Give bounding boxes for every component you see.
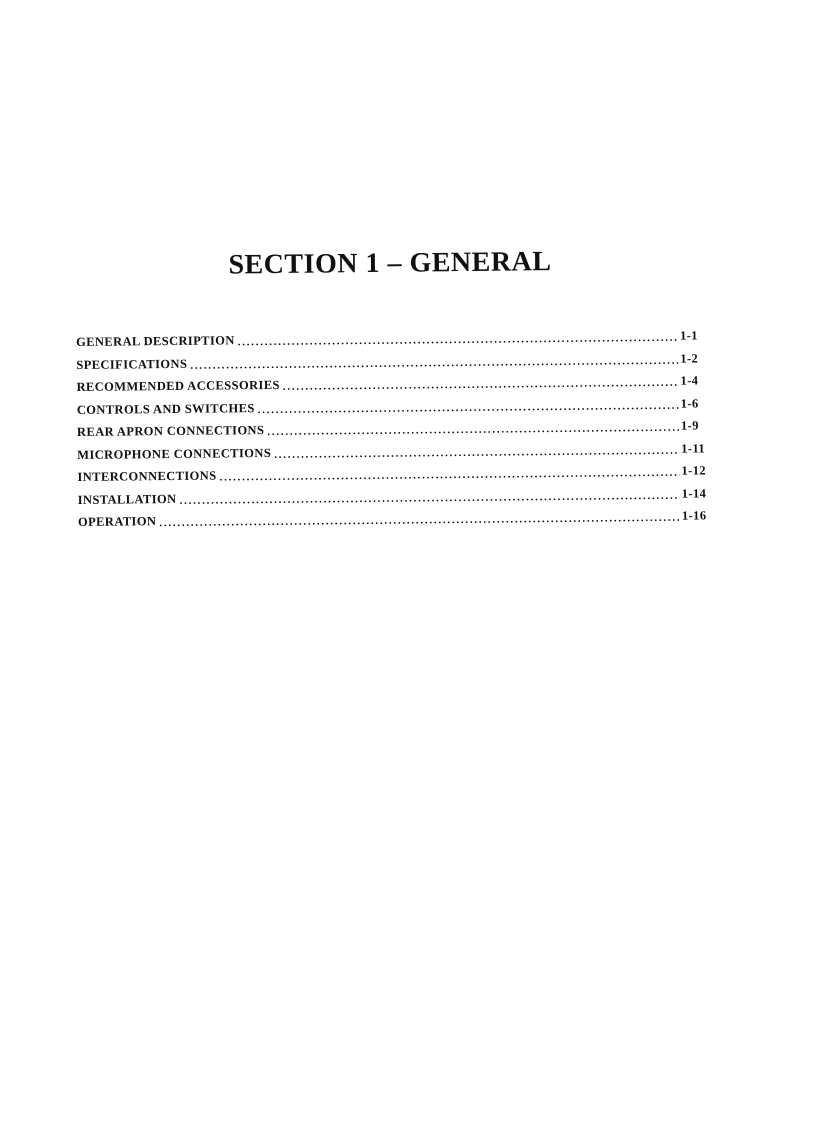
toc-entry-label: MICROPHONE CONNECTIONS bbox=[77, 445, 272, 462]
toc-entry-page: 1-2 bbox=[680, 350, 699, 366]
toc-dot-leader bbox=[238, 330, 678, 349]
toc-entry-page: 1-14 bbox=[681, 485, 707, 501]
table-of-contents bbox=[76, 328, 712, 537]
toc-entry-label: INTERCONNECTIONS bbox=[77, 468, 217, 484]
toc-dot-leader bbox=[267, 420, 679, 438]
toc-dot-leader bbox=[283, 375, 679, 393]
toc-entry-label: OPERATION bbox=[77, 514, 157, 529]
toc-entry-page: 1-11 bbox=[681, 440, 706, 456]
toc-entry-label: REAR APRON CONNECTIONS bbox=[76, 423, 265, 439]
toc-dot-leader bbox=[190, 352, 678, 371]
toc-dot-leader bbox=[159, 510, 680, 529]
section-title: SECTION 1 – GENERAL bbox=[228, 246, 552, 281]
toc-dot-leader bbox=[219, 465, 679, 484]
toc-dot-leader bbox=[258, 397, 679, 415]
toc-entry-page: 1-6 bbox=[680, 395, 699, 411]
toc-entry-label: CONTROLS AND SWITCHES bbox=[76, 400, 255, 417]
toc-entry-label: RECOMMENDED ACCESSORIES bbox=[76, 377, 280, 394]
toc-entry-page: 1-12 bbox=[681, 463, 707, 478]
toc-entry-page: 1-9 bbox=[680, 418, 699, 433]
toc-dot-leader bbox=[274, 442, 679, 460]
toc-entry-label: SPECIFICATIONS bbox=[76, 356, 188, 372]
toc-entry-page: 1-4 bbox=[680, 373, 699, 388]
toc-entry-page: 1-1 bbox=[679, 328, 698, 343]
toc-entry-label: GENERAL DESCRIPTION bbox=[76, 333, 235, 349]
toc-entry-page: 1-16 bbox=[681, 508, 707, 523]
toc-entry-label: INSTALLATION bbox=[77, 491, 177, 507]
toc-dot-leader bbox=[179, 487, 679, 506]
